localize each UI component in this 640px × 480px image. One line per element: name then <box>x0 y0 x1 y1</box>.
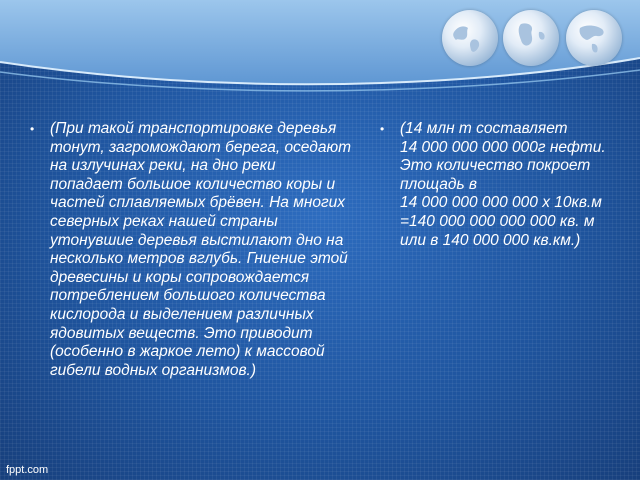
left-paragraph: (При такой транспортировке деревья тонут, загромождают берега, оседают на излучинах реки, на дно реки попадает большое количество коры и частей сплавляемых брёвен. На многих северных реках нашей страны утонувшие деревья выстилают дно на несколько метров вглубь. Гниение этой древесины и коры сопровождается потреблением большого количества кислорода и выделением различных ядовитых веществ. Это приводит (особенно в жаркое лето) к массовой гибели водных организмов.) <box>50 120 356 379</box>
bullet-icon: • <box>30 122 35 136</box>
bullet-icon: • <box>380 122 385 136</box>
globe-icon <box>566 10 622 66</box>
right-paragraph: (14 млн т составляет 14 000 000 000 000г нефти. Это количество покроет площадь в 14 000 000 000 000 х 10кв.м =140 000 000 000 000 кв. м или в 140 000 000 кв.км.) <box>400 120 606 249</box>
watermark: fppt.com <box>6 464 49 476</box>
left-column <box>30 120 356 380</box>
list-item <box>380 120 610 250</box>
globe-icon <box>442 10 498 66</box>
list-item <box>30 120 356 380</box>
globe-icon <box>503 10 559 66</box>
right-column <box>380 120 610 250</box>
